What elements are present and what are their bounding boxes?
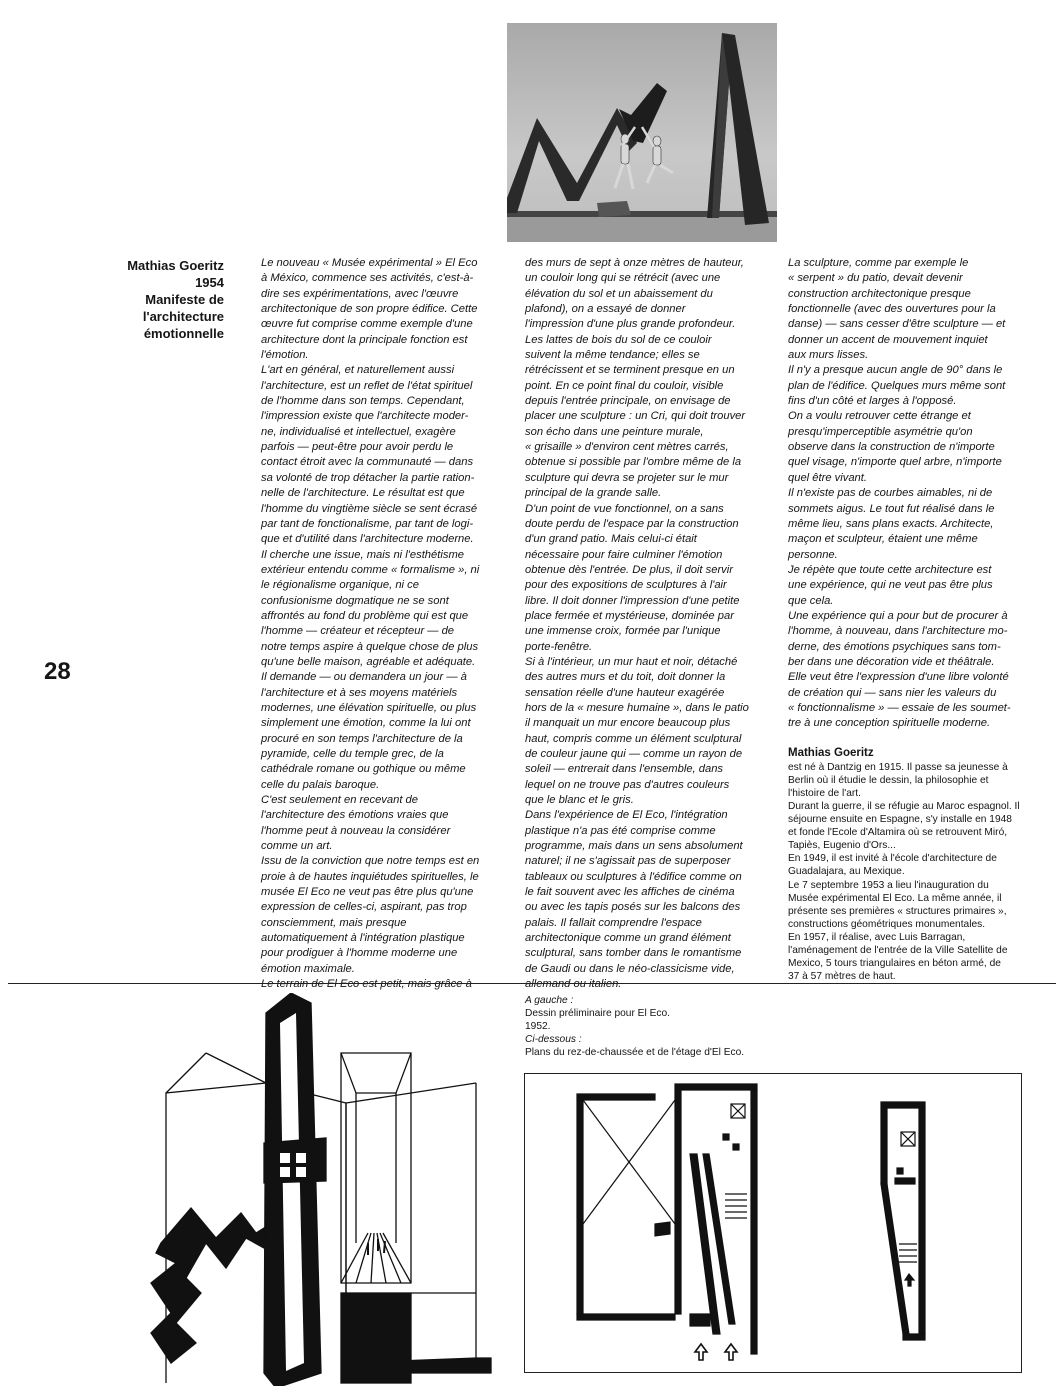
text-line: musée El Eco ne veut pas être plus qu'une bbox=[261, 886, 474, 899]
text-line: un couloir long qui se rétrécit (avec une bbox=[525, 272, 721, 285]
text-line: soleil — entrerait dans l'ensemble, dans bbox=[525, 763, 724, 776]
article-year: 1954 bbox=[195, 275, 224, 290]
text-line: parfois — peut-être pour avoir perdu le bbox=[261, 441, 454, 454]
text-line: quel visage, n'importe quel arbre, n'importe bbox=[788, 456, 1002, 469]
text-line: maçon et sculpteur, étaient une même bbox=[788, 533, 978, 546]
text-column-1 bbox=[261, 256, 509, 993]
text-line: libre. Il doit donner l'impression d'une petite bbox=[525, 594, 740, 607]
text-line: émotion maximale. bbox=[261, 962, 355, 975]
text-line: doute perdu de l'espace par la construction bbox=[525, 517, 739, 530]
text-line: automatiquement à l'intégration plastique bbox=[261, 932, 465, 945]
text-line: D'un point de vue fonctionnel, on a sans bbox=[525, 502, 724, 515]
text-line: pour des expositions de sculptures à l'air bbox=[525, 579, 727, 592]
text-line: « fonctionnalisme » — essaie de les soumet- bbox=[788, 701, 1011, 714]
text-line: des murs de sept à onze mètres de hauteur, bbox=[525, 257, 744, 269]
text-line: place fermée et mystérieuse, dominée par bbox=[525, 609, 734, 622]
text-line: plan de l'édifice. Quelques murs même sont bbox=[788, 379, 1006, 392]
text-line: œuvre fut comprise comme exemple d'une bbox=[261, 318, 473, 331]
text-line: C'est seulement en recevant de bbox=[261, 794, 418, 807]
author-name: Mathias Goeritz bbox=[127, 258, 224, 273]
text-line: tre à une conception spirituelle moderne. bbox=[788, 717, 991, 730]
text-line: L'art en général, et naturellement aussi bbox=[261, 364, 455, 377]
bio-line: l'aménagement de l'entrée de la Ville Satellite de bbox=[788, 944, 1008, 956]
text-line: dire ses expérimentations, avec l'œuvre bbox=[261, 287, 459, 300]
bio-line: Berlin où il étudie le dessin, la philosophie et bbox=[788, 774, 989, 786]
section-divider bbox=[8, 983, 1056, 984]
text-line: l'homme, à nouveau, dans l'architecture mo- bbox=[788, 625, 1008, 638]
text-line: comme un art. bbox=[261, 840, 333, 853]
text-line: l'architecture des émotions vraies que bbox=[261, 809, 449, 822]
text-line: le régionalisme organique, ni ce bbox=[261, 579, 419, 592]
sculpture-photo bbox=[507, 23, 777, 242]
caption-left-text: Dessin préliminaire pour El Eco. bbox=[525, 1007, 670, 1019]
text-line: tableaux ou sculptures à l'édifice comme on bbox=[525, 870, 742, 883]
ground-floor-plan bbox=[577, 1084, 757, 1360]
title-line-2: l'architecture bbox=[142, 309, 224, 324]
bio-line: Durant la guerre, il se réfugie au Maroc espagnol. Il bbox=[788, 800, 1020, 812]
text-line: d'un grand patio. Mais celui-ci était bbox=[525, 533, 697, 546]
bio-line: Musée expérimental El Eco. La même année, il bbox=[788, 892, 1002, 904]
text-line: « grisaille » d'environ cent mètres carrés, bbox=[525, 441, 729, 454]
text-line: son écho dans une peinture murale, bbox=[525, 425, 704, 438]
bio-line: 37 à 57 mètres de haut. bbox=[788, 971, 896, 983]
text-line: nelle de l'architecture. Le résultat est que bbox=[261, 487, 465, 500]
text-line: presqu'imperceptible asymétrie qu'on bbox=[788, 425, 973, 438]
bio-line: Le 7 septembre 1953 a lieu l'inauguration du bbox=[788, 879, 989, 891]
bio-line: En 1949, il est invité à l'école d'architecture de bbox=[788, 853, 997, 865]
text-line: procuré en son temps l'architecture de la bbox=[261, 732, 463, 745]
text-line: même lieu, sans plans exacts. Architecte, bbox=[788, 517, 994, 530]
text-line: rétrécissent et se terminent presque en un bbox=[525, 364, 735, 377]
text-line: Il n'existe pas de courbes aimables, ni de bbox=[788, 487, 993, 500]
text-line: de création qui — sans nier les valeurs du bbox=[788, 686, 997, 699]
text-line: élévation du sol et un abaissement du bbox=[525, 287, 713, 300]
text-line: l'impression d'une plus grande profondeur. bbox=[525, 318, 736, 331]
text-line: consciemment, mais presque bbox=[261, 916, 407, 929]
text-line: Elle veut être l'expression d'une libre volonté bbox=[788, 671, 1009, 684]
text-line: fins d'un côté et larges à l'opposé. bbox=[788, 395, 957, 408]
text-line: ou avec les tapis posés sur les balcons des bbox=[525, 901, 741, 914]
text-line: programme, mais dans un sens absolument bbox=[525, 840, 743, 853]
bio-line: Guadalajara, au Mexique. bbox=[788, 866, 905, 878]
text-line: contact étroit avec la communauté — dans bbox=[261, 456, 474, 469]
text-line: sa volonté de trop détacher la partie ration- bbox=[261, 471, 475, 484]
text-line: ber dans une décoration vide et théâtrale. bbox=[788, 655, 995, 668]
text-line: naturel; il ne s'agissait pas de superposer bbox=[525, 855, 731, 868]
text-line: lequel on ne trouve pas d'autres couleurs bbox=[525, 778, 730, 791]
preliminary-drawing bbox=[146, 993, 496, 1386]
text-line: suivent la même tendance; elles se bbox=[525, 349, 700, 362]
title-line-1: Manifeste de bbox=[145, 292, 224, 307]
text-line: Je répète que toute cette architecture est bbox=[788, 563, 992, 576]
text-line: que cela. bbox=[788, 594, 834, 607]
text-line: nécessaire pour faire culminer l'émotion bbox=[525, 548, 723, 561]
text-line: celle du palais baroque. bbox=[261, 778, 380, 791]
floor-plans bbox=[524, 1073, 1022, 1373]
text-line: architectonique comme un grand élément bbox=[525, 932, 731, 945]
text-line: à México, commence ses activités, c'est-à- bbox=[261, 272, 474, 285]
text-line: que le blanc et le gris. bbox=[525, 794, 634, 807]
text-line: construction architectonique presque bbox=[788, 287, 971, 300]
caption-below-label: Ci-dessous : bbox=[525, 1033, 582, 1045]
text-line: par tant de fonctionalisme, par tant de logi- bbox=[261, 517, 474, 530]
text-line: pyramide, celle du temple grec, de la bbox=[261, 748, 444, 760]
text-line: aux murs lisses. bbox=[788, 349, 869, 362]
serpent-sculpture-image bbox=[507, 23, 777, 242]
text-line: l'homme du vingtième siècle se sent écrasé bbox=[261, 502, 478, 515]
bio-line: Mexico, 5 tours triangulaires en béton armé, de bbox=[788, 958, 1001, 970]
text-line: qu'une belle maison, agréable et adéquate. bbox=[261, 655, 476, 668]
text-line: affrontés au fond du problème qui est que bbox=[261, 609, 469, 622]
text-line: une immense croix, formée par l'unique bbox=[525, 625, 721, 638]
bio-line: séjourne ensuite en Espagne, s'y installe en 1948 bbox=[788, 814, 1012, 826]
text-line: ne, individualisé et intellectuel, exagère bbox=[261, 425, 456, 438]
text-line: Si à l'intérieur, un mur haut et noir, détaché bbox=[525, 655, 738, 668]
text-line: sculpture qui devra se projeter sur le mur bbox=[525, 471, 729, 484]
text-line: placer une sculpture : un Cri, qui doit trouver bbox=[525, 410, 746, 423]
page-number: 28 bbox=[44, 658, 71, 685]
text-line: obtenue dès l'entrée. De plus, il doit servir bbox=[525, 563, 733, 576]
bio-line: est né à Dantzig en 1915. Il passe sa jeunesse à bbox=[788, 761, 1008, 773]
bio-line: En 1957, il réalise, avec Luis Barragan, bbox=[788, 931, 966, 943]
text-line: principal de la grande salle. bbox=[525, 487, 662, 500]
text-line: des autres murs et du toit, doit donner la bbox=[525, 671, 726, 684]
text-line: fonctionnelle (avec des ouvertures pour la bbox=[788, 303, 996, 316]
text-line: sommets aigus. Le tout fut réalisé dans le bbox=[788, 502, 995, 515]
text-line: sculptural, sans tomber dans le romantisme bbox=[525, 947, 742, 960]
text-line: Il cherche une issue, mais ni l'esthétisme bbox=[261, 548, 464, 561]
text-line: de couleur jaune qui — comme un rayon de bbox=[525, 748, 743, 760]
text-line: personne. bbox=[788, 548, 838, 561]
text-line: Les lattes de bois du sol de ce couloir bbox=[525, 333, 712, 346]
text-line: point. En ce point final du couloir, visible bbox=[525, 379, 724, 392]
text-line: On a voulu retrouver cette étrange et bbox=[788, 410, 971, 423]
text-line: « serpent » du patio, devait devenir bbox=[788, 272, 963, 285]
text-line: extérieur entendu comme « formalisme », ni bbox=[261, 563, 480, 576]
text-line: l'architecture, est un reflet de l'état spirituel bbox=[261, 379, 473, 392]
text-line: Il n'y a presque aucun angle de 90° dans le bbox=[788, 364, 1003, 377]
text-line: modernes, une élévation spirituelle, ou plus bbox=[261, 701, 477, 714]
text-line: cathédrale romane ou gothique ou même bbox=[261, 763, 466, 776]
text-line: architectonique de son propre édifice. Cette bbox=[261, 303, 478, 316]
text-line: derne, des émotions psychiques sans tom- bbox=[788, 640, 1001, 653]
text-line: allemand ou italien. bbox=[525, 978, 622, 991]
text-line: de Gaudi ou dans le néo-classicisme vide, bbox=[525, 962, 735, 975]
text-line: haut, compris comme un élément sculptural bbox=[525, 732, 742, 745]
text-line: le fait souvent avec les affiches de cinéma bbox=[525, 886, 735, 899]
text-line: l'impression existe que l'architecte moder- bbox=[261, 410, 469, 423]
text-line: il manquait un mur encore beaucoup plus bbox=[525, 717, 731, 730]
text-line: de l'homme dans son temps. Cependant, bbox=[261, 395, 465, 408]
text-line: hors de la « mesure humaine », dans le patio bbox=[525, 701, 749, 714]
text-line: une expérience, qui ne veut pas être plus bbox=[788, 579, 993, 592]
text-line: que et d'utilité dans l'architecture moderne. bbox=[261, 533, 474, 546]
caption-below-text: Plans du rez-de-chaussée et de l'étage d'El Eco. bbox=[525, 1046, 745, 1058]
text-line: l'homme — créateur et récepteur — de bbox=[261, 625, 455, 638]
bio-line: présente ses premières « structures primaires », bbox=[788, 905, 1007, 917]
text-line: obtenue si possible par l'ombre même de la bbox=[525, 456, 742, 469]
text-line: l'architecture et à ses moyens matériels bbox=[261, 686, 458, 699]
text-column-3 bbox=[788, 256, 1043, 983]
text-line: sensation réelle d'une hauteur exagérée bbox=[525, 686, 725, 699]
text-line: Il demande — ou demandera un jour — à bbox=[261, 671, 467, 684]
text-line: palais. Il fallait comprendre l'espace bbox=[525, 916, 702, 929]
text-line: Une expérience qui a pour but de procurer à bbox=[788, 609, 1008, 622]
title-line-3: émotionnelle bbox=[143, 326, 224, 341]
text-line: Dans l'expérience de El Eco, l'intégration bbox=[525, 809, 728, 822]
text-line: confusionisme dogmatique ne se sont bbox=[261, 594, 449, 607]
caption-left-label: A gauche : bbox=[525, 995, 574, 1006]
text-line: danse) — sans cesser d'être sculpture — et bbox=[788, 318, 1006, 331]
upper-floor-plan bbox=[881, 1102, 925, 1340]
bio-heading: Mathias Goeritz bbox=[788, 746, 874, 759]
bio-text bbox=[788, 761, 1043, 984]
text-line: porte-fenêtre. bbox=[525, 640, 593, 653]
figure-caption bbox=[525, 995, 765, 1060]
bio-line: constructions géométriques monumentales. bbox=[788, 918, 986, 930]
text-line: donner un accent de mouvement inquiet bbox=[788, 333, 988, 346]
text-line: expression de celles-ci, aspirant, pas trop bbox=[261, 901, 467, 914]
text-line: simplement une émotion, comme la lui ont bbox=[261, 717, 471, 730]
text-line: quel être vivant. bbox=[788, 471, 867, 484]
text-line: Le terrain de El Eco est petit, mais grâce à bbox=[261, 978, 472, 991]
text-column-2 bbox=[525, 256, 775, 993]
bio-line: Tapiès, Eugenio d'Ors... bbox=[788, 840, 896, 852]
bio-line: et fonde l'Ecole d'Altamira où se retrouvent Miró, bbox=[788, 827, 1008, 839]
text-line: Issu de la conviction que notre temps est en bbox=[261, 855, 480, 868]
text-line: La sculpture, comme par exemple le bbox=[788, 257, 969, 269]
bio-line: l'histoire de l'art. bbox=[788, 787, 861, 799]
caption-left-year: 1952. bbox=[525, 1020, 551, 1032]
text-line: depuis l'entrée principale, on envisage de bbox=[525, 395, 731, 408]
text-line: plastique n'a pas été comprise comme bbox=[525, 824, 716, 837]
text-line: l'homme peut à nouveau la considérer bbox=[261, 824, 451, 837]
text-line: pour prodiguer à l'homme moderne une bbox=[261, 947, 458, 960]
text-line: notre temps aspire à quelque chose de plus bbox=[261, 640, 479, 653]
text-line: observe dans la construction de n'importe bbox=[788, 441, 995, 454]
text-line: proie à de hautes inquiétudes spirituelles, le bbox=[261, 870, 479, 883]
text-line: plafond), on a essayé de donner bbox=[525, 303, 686, 316]
text-line: l'émotion. bbox=[261, 349, 309, 362]
text-line: Le nouveau « Musée expérimental » El Eco bbox=[261, 257, 478, 269]
text-line: architecture dont la principale fonction est bbox=[261, 333, 468, 346]
article-heading bbox=[104, 257, 224, 342]
